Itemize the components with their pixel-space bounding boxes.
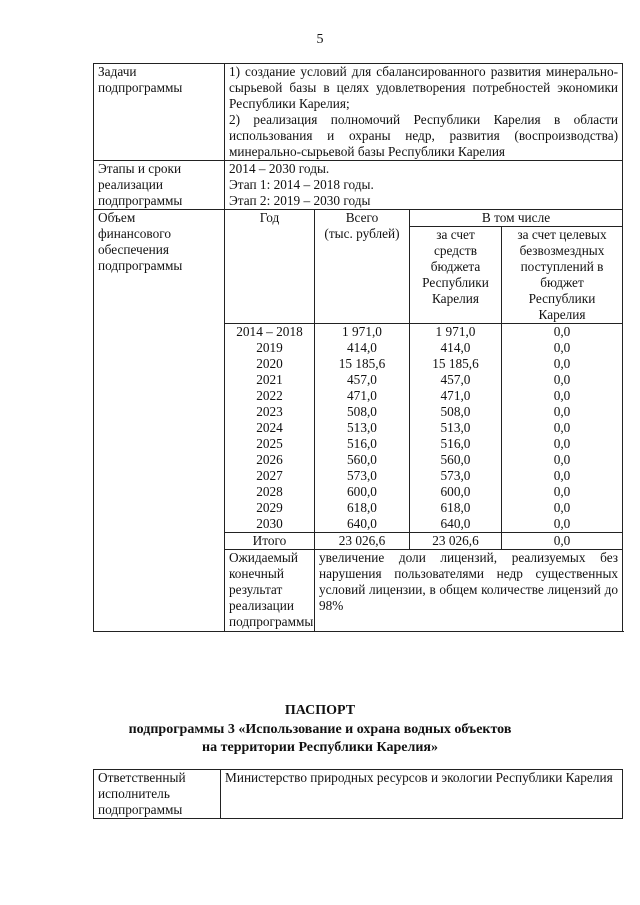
stages-row (94, 161, 623, 210)
funding-label: Объем финансового обеспечения подпрограммы (94, 210, 225, 632)
passport-subtitle-line2: на территории Республики Карелия» (202, 740, 438, 755)
table-row: 2019 414,0 414,0 0,0 (94, 340, 623, 356)
subprogram-table (93, 63, 623, 632)
result-label: Ожидаемый конечный результат реализации подпрограммы (225, 550, 315, 632)
total-row: Итого 23 026,6 23 026,6 0,0 (94, 533, 623, 550)
table-row: 2024 513,0 513,0 0,0 (94, 420, 623, 436)
passport-table (93, 769, 623, 819)
table-row: 2020 15 185,6 15 185,6 0,0 (94, 356, 623, 372)
header-targeted: за счет целевых безвозмездных поступлений в бюджет Республики Карелия (502, 227, 623, 324)
executor-label: Ответственный исполнитель подпрограммы (94, 770, 221, 819)
stages-content: 2014 – 2030 годы. Этап 1: 2014 – 2018 годы. Этап 2: 2019 – 2030 годы (225, 161, 623, 210)
tasks-content (225, 64, 623, 161)
table-row: 2014 – 2018 1 971,0 1 971,0 0,0 (94, 324, 623, 341)
table-row: 2023 508,0 508,0 0,0 (94, 404, 623, 420)
passport-title: ПАСПОРТ (284, 703, 356, 718)
executor-content: Министерство природных ресурсов и экологии Республики Карелия (221, 770, 623, 819)
table-row: 2022 471,0 471,0 0,0 (94, 388, 623, 404)
table-row: 2027 573,0 573,0 0,0 (94, 468, 623, 484)
passport-subtitle-line1: подпрограммы 3 «Использование и охрана водных объектов (128, 722, 512, 737)
task-item-1: 1) создание условий для сбалансированного развития минерально-сырьевой базы в целях удовлетворения потребностей экономики Республики Карелия; (229, 64, 619, 111)
header-including: В том числе (410, 210, 623, 227)
result-content: увеличение доли лицензий, реализуемых без нарушения пользователями недр существенных условий лицензии, в общем количестве лицензий до 98% (315, 550, 623, 632)
tasks-label: Задачи подпрограммы (94, 64, 225, 161)
stages-label: Этапы и сроки реализации подпрограммы (94, 161, 225, 210)
header-total: Всего (тыс. рублей) (315, 210, 410, 324)
page-number: 5 (316, 32, 324, 47)
funding-header-row (94, 210, 623, 227)
table-row: 2030 640,0 640,0 0,0 (94, 516, 623, 533)
executor-row (94, 770, 623, 819)
tasks-row (94, 64, 623, 161)
table-row: 2028 600,0 600,0 0,0 (94, 484, 623, 500)
header-year: Год (225, 210, 315, 324)
header-budget: за счет средств бюджета Республики Карелия (410, 227, 502, 324)
table-row: 2026 560,0 560,0 0,0 (94, 452, 623, 468)
table-row: 2021 457,0 457,0 0,0 (94, 372, 623, 388)
table-row: 2029 618,0 618,0 0,0 (94, 500, 623, 516)
table-row: 2025 516,0 516,0 0,0 (94, 436, 623, 452)
task-item-2: 2) реализация полномочий Республики Карелия в области использования и охраны недр, развития (воспроизводства) минерально-сырьевой базы Республики Карелия (229, 112, 619, 159)
